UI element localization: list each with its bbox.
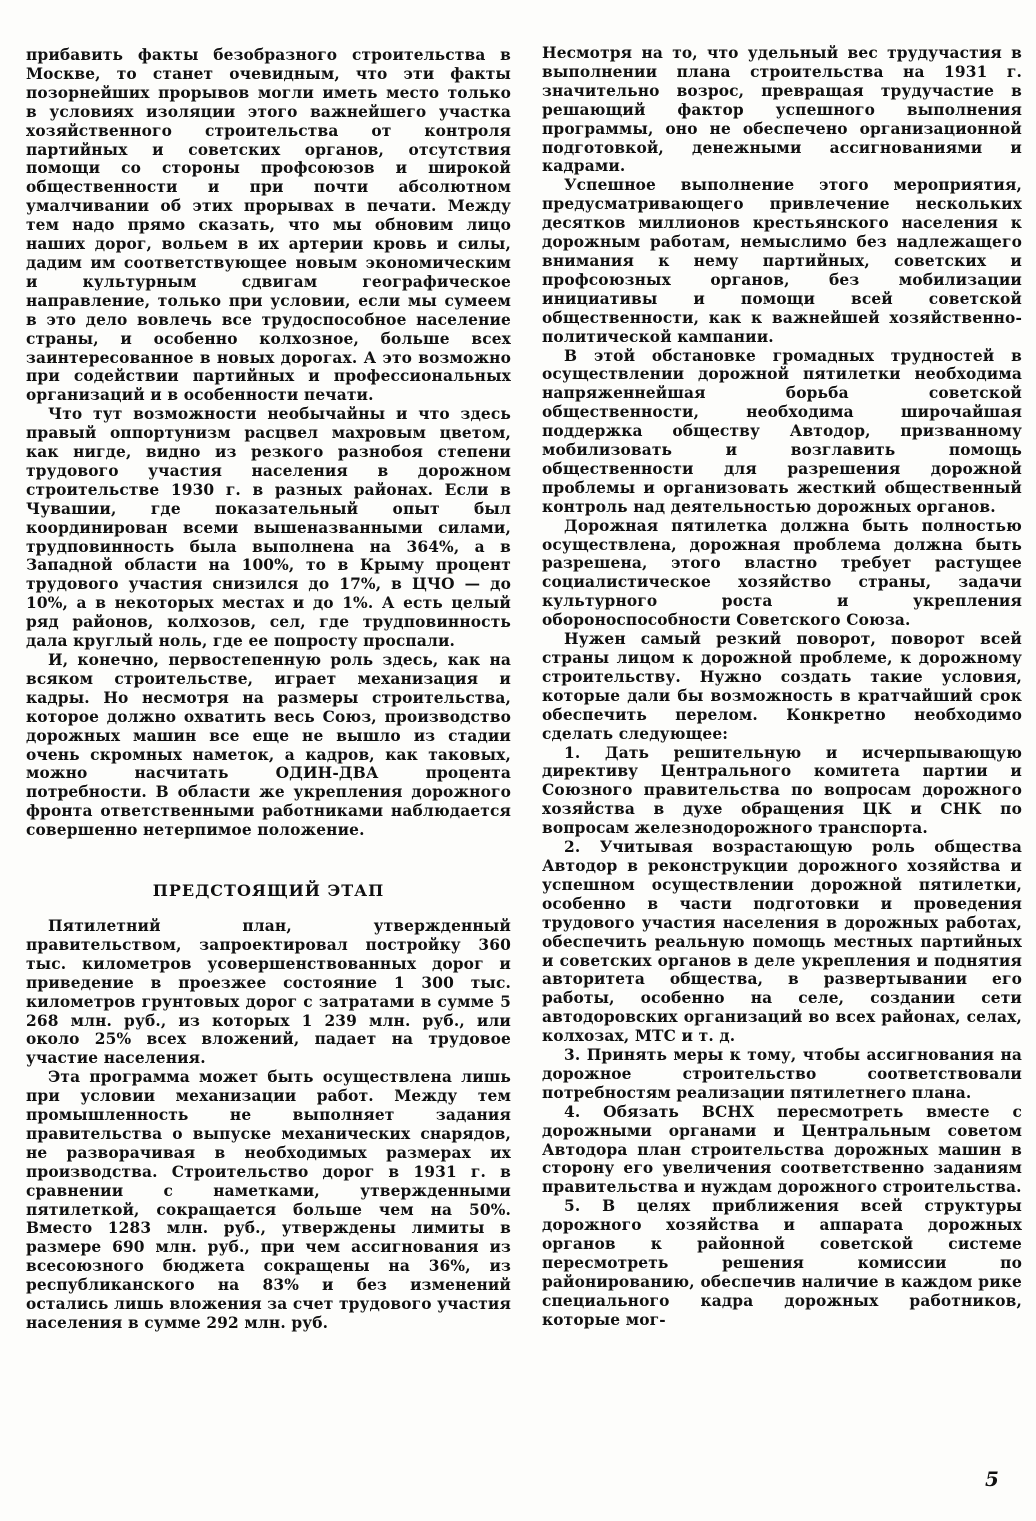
paragraph: Пятилетний план, утвержденный правительством, запроектировал постройку 360 тыс. километров усовершенствованных дорог и приведение в проезжее состояние 1 300 тыс. километров грунтовых дорог с затратами в сумме 5 268 млн. руб., из которых 1 239 млн. руб., или около 25% всех вложений, падает на трудовое участие населения. xyxy=(26,916,511,1068)
paragraph: Дорожная пятилетка должна быть полностью осуществлена, дорожная проблема должна быть разрешена, этого властно требует растущее социалистическое хозяйство страны, задачи культурного роста и укрепления обороноспособности Советского Союза. xyxy=(542,516,1022,630)
left-column xyxy=(26,46,511,1333)
list-item: 3. Принять меры к тому, чтобы ассигнования на дорожное строительство соответствовали потребностям реализации пятилетнего плана. xyxy=(542,1046,1022,1102)
paragraph: Несмотря на то, что удельный вес трудучастия в выполнении плана строительства на 1931 г. значительно возрос, превращая трудучастие в решающий фактор успешного выполнения программы, оно не обеспечено организационной подготовкой, денежными ассигнованиями и кадрами. xyxy=(542,44,1022,176)
page-number: 5 xyxy=(985,1467,999,1491)
section-heading: ПРЕДСТОЯЩИЙ ЭТАП xyxy=(152,881,385,901)
right-column xyxy=(542,44,1022,1330)
list-item: 5. В целях приближения всей структуры дорожного хозяйства и аппарата дорожных органов к районной советской системе пересмотреть решения комиссии по районированию, обеспечив наличие в каждом рике специального кадра дорожных работников, которые мог- xyxy=(542,1197,1022,1329)
paragraph: В этой обстановке громадных трудностей в осуществлении дорожной пятилетки необходима напряженнейшая борьба советской общественности, необходима широчайшая поддержка обществу Автодор, призванному мобилизовать и возглавить помощь общественности для разрешения дорожной проблемы и организовать жесткий общественный контроль над деятельностью дорожных органов. xyxy=(542,346,1022,516)
list-item: 2. Учитывая возрастающую роль общества Автодор в реконструкции дорожного хозяйства и успешном осуществлении дорожной пятилетки, особенно в части подготовки и проведения трудового участия населения в дорожных работах, обеспечить реальную помощь местных партийных и советских органов в деле укрепления и поднятия авторитета общества, в развертывании его работы, особенно на селе, создании сети автодоровских организаций во всех районах, селах, колхозах, МТС и т. д. xyxy=(542,838,1022,1046)
paragraph: Нужен самый резкий поворот, поворот всей страны лицом к дорожной проблеме, к дорожному строительству. Нужно создать такие условия, которые дали бы возможность в кратчайший срок обеспечить перелом. Конкретно необходимо сделать следующее: xyxy=(542,630,1022,743)
paragraph: прибавить факты безобразного строительства в Москве, то станет очевидным, что эти факты позорнейших прорывов могли иметь место только в условиях изоляции этого важнейшего участка хозяйственного строительства от контроля партийных и советских органов, отсутствия помощи со стороны профсоюзов и широкой общественности и при почти абсолютном умалчивании об этих прорывах в печати. Между тем надо прямо сказать, что мы обновим лицо наших дорог, вольем в их артерии кровь и силы, дадим им соответствующее новым экономическим и культурным сдвигам географическое направление, только при условии, если мы сумеем в это дело вовлечь все трудоспособное население страны, и особенно колхозное, больше всех заинтересованное в новых дорогах. А это возможно при содействии партийных и профессиональных организаций и в особенности печати. xyxy=(26,46,511,405)
list-item: 4. Обязать ВСНХ пересмотреть вместе с дорожными органами и Центральным советом Автодора план строительства дорожных машин в сторону его увеличения соответственно заданиям правительства и нуждам дорожного строительства. xyxy=(542,1102,1022,1197)
paragraph: Что тут возможности необычайны и что здесь правый оппортунизм расцвел махровым цветом, как нигде, видно из резкого разнобоя степени трудового участия населения в дорожном строительстве 1930 г. в разных районах. Если в Чувашии, где показательный опыт был координирован всеми вышеназванными силами, трудповинность была выполнена на 364%, а в Западной области на 100%, то в Крыму процент трудового участия снизился до 17%, в ЦЧО — до 10%, а в некоторых местах и до 1%. А есть целый ряд районов, колхозов, сел, где трудповинность дала круглый ноль, где ее попросту проспали. xyxy=(26,405,511,651)
list-item: 1. Дать решительную и исчерпывающую директиву Центрального комитета партии и Союзного правительства по вопросам дорожного хозяйства в духе обращения ЦК и СНК по вопросам железнодорожного транспорта. xyxy=(542,743,1022,838)
paragraph: Успешное выполнение этого мероприятия, предусматривающего привлечение нескольких десятков миллионов крестьянского населения к дорожным работам, немыслимо без надлежащего внимания к нему партийных, советских и профсоюзных органов, без мобилизации инициативы и помощи всей советской общественности, как к важнейшей хозяйственно-политической кампании. xyxy=(542,176,1022,346)
paragraph: И, конечно, первостепенную роль здесь, как на всяком строительстве, играет механизация и кадры. Но несмотря на размеры строительства, которое должно охватить весь Союз, производство дорожных машин все еще не вышло из стадии очень скромных наметок, а кадров, как таковых, можно насчитать ОДИН-ДВА процента потребности. В области же укрепления дорожного фронта ответственными работниками наблюдается совершенно нетерпимое положение. xyxy=(26,651,511,840)
paragraph: Эта программа может быть осуществлена лишь при условии механизации работ. Между тем промышленность не выполняет задания правительства о выпуске механических снарядов, не разворачивая в необходимых размерах их производства. Строительство дорог в 1931 г. в сравнении с наметками, утвержденными пятилеткой, сокращается больше чем на 50%. Вместо 1283 млн. руб., утверждены лимиты в размере 690 млн. руб., при чем ассигнования из всесоюзного бюджета сокращены на 36%, из республиканского на 83% и без изменений остались лишь вложения за счет трудового участия населения в сумме 292 млн. руб. xyxy=(26,1068,511,1332)
